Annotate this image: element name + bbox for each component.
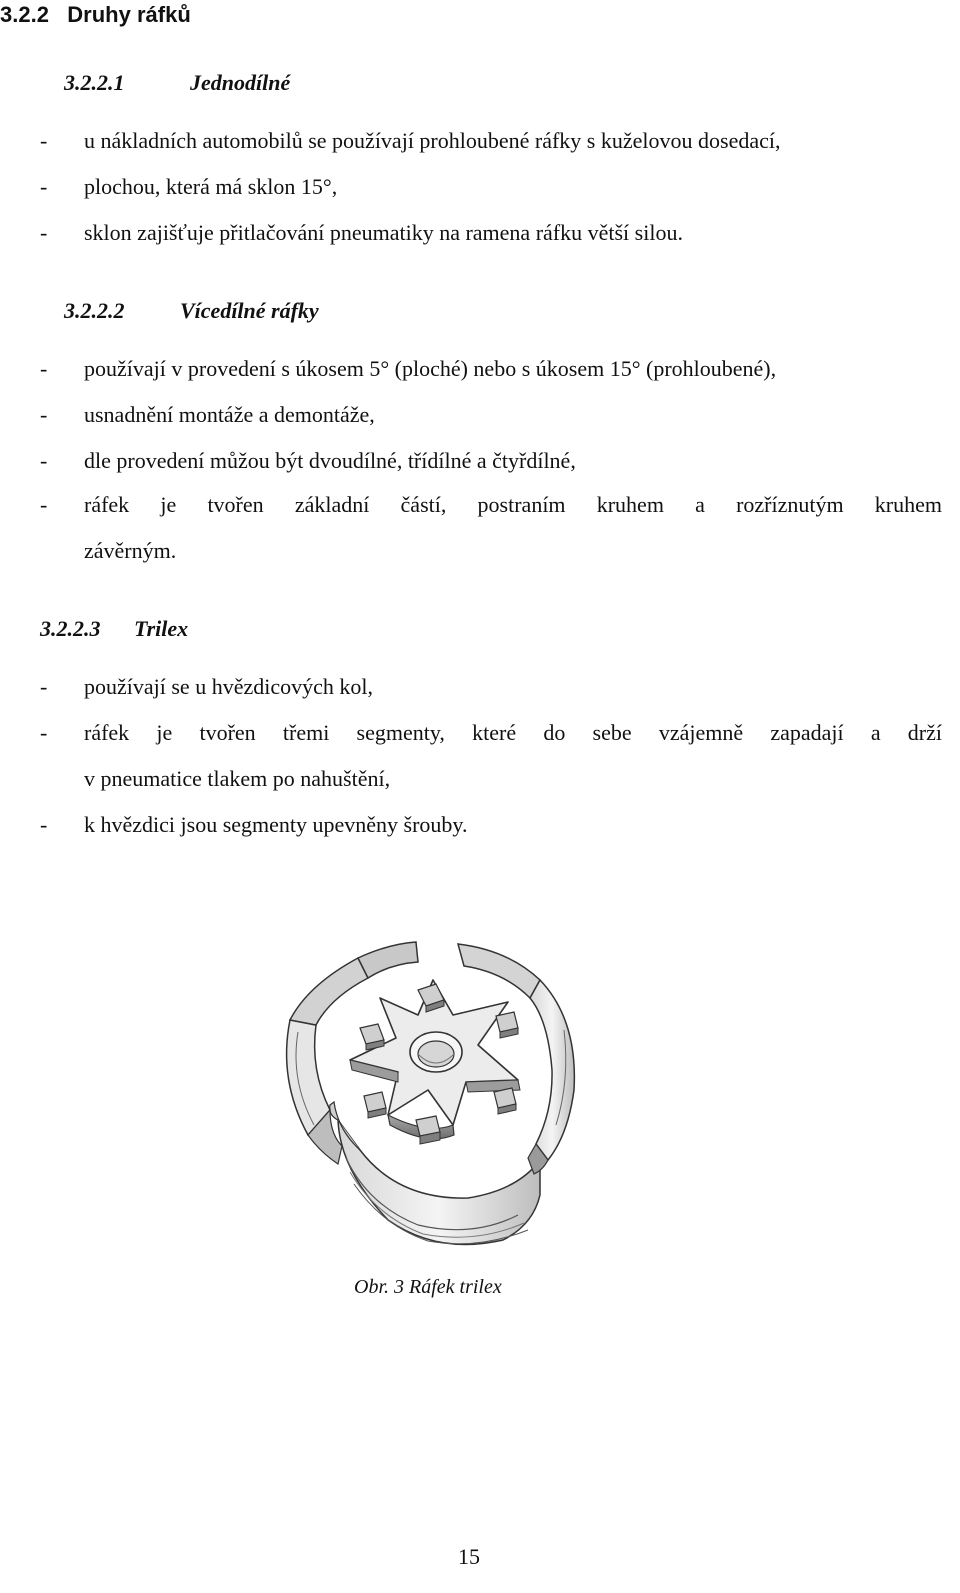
clamp-block <box>494 1088 516 1114</box>
subsection-number: 3.2.2.1 <box>64 70 125 95</box>
list-item-text-justified: ráfek je tvořen třemi segmenty, které do sebe vzájemně zapadají a drží <box>84 720 942 745</box>
subsection-title: Jednodílné <box>190 70 291 95</box>
figure-caption: Obr. 3 Ráfek trilex <box>354 1276 502 1298</box>
trilex-rim-illustration <box>268 920 598 1270</box>
section-title: Druhy ráfků <box>67 2 191 27</box>
clamp-block <box>364 1092 386 1118</box>
subsection-heading-vicedilne <box>64 298 319 324</box>
clamp-block <box>416 1116 440 1144</box>
section-number: 3.2.2 <box>0 2 49 27</box>
subsection-heading-jednodilne <box>64 70 290 96</box>
subsection-heading-trilex <box>40 616 188 642</box>
page-number: 15 <box>458 1544 480 1569</box>
list-item-continuation: závěrným. <box>84 538 177 563</box>
clamp-block <box>496 1012 518 1038</box>
list-item-text-justified: ráfek je tvořen základní částí, postraním kruhem a rozříznutým kruhem <box>84 492 942 517</box>
section-heading <box>0 2 191 28</box>
clamp-block <box>360 1024 384 1050</box>
subsection-title: Vícedílné ráfky <box>180 298 319 323</box>
list-item-continuation: v pneumatice tlakem po nahuštění, <box>84 766 391 791</box>
subsection-title: Trilex <box>134 616 189 641</box>
subsection-number: 3.2.2.2 <box>64 298 125 323</box>
subsection-number: 3.2.2.3 <box>40 616 101 641</box>
